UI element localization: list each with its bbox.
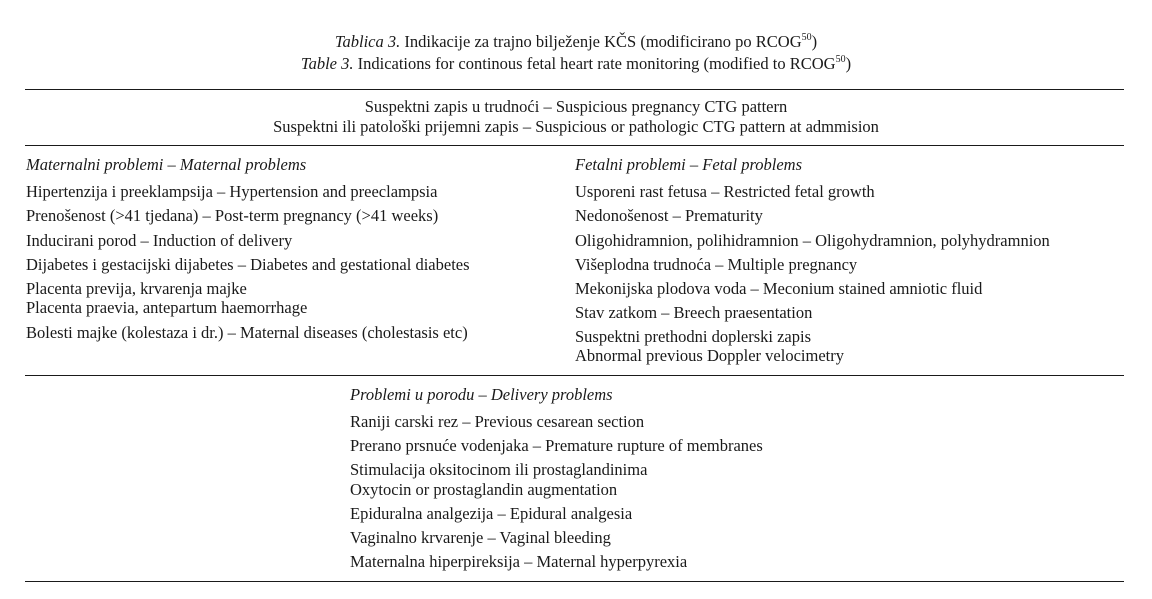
fetal-item: Mekonijska plodova voda – Meconium stained amniotic fluid (575, 279, 983, 298)
maternal-item: Hipertenzija i preeklampsija – Hypertension and preeclampsia (26, 182, 438, 201)
maternal-heading: Maternalni problemi – Maternal problems (26, 155, 307, 174)
fetal-heading: Fetalni problemi – Fetal problems (575, 155, 802, 174)
caption-en-sup: 50 (835, 54, 846, 65)
delivery-item: Prerano prsnuće vodenjaka – Premature rupture of membranes (350, 436, 763, 455)
maternal-item: Dijabetes i gestacijski dijabetes – Diabetes and gestational diabetes (26, 255, 470, 274)
delivery-item: Epiduralna analgezija – Epidural analgesia (350, 504, 633, 523)
fetal-item: Suspektni prethodni doplerski zapis (575, 327, 812, 346)
bottom-rule (25, 581, 1124, 582)
caption-en-label: Table 3. (300, 54, 354, 73)
table-caption-en (0, 53, 1152, 75)
maternal-item: Placenta praevia, antepartum haemorrhage (26, 298, 308, 317)
caption-hr-label: Tablica 3. (334, 32, 401, 51)
delivery-item: Maternalna hiperpireksija – Maternal hyperpyrexia (350, 552, 688, 571)
caption-hr-sup: 50 (801, 32, 812, 43)
fetal-item: Oligohidramnion, polihidramnion – Oligohydramnion, polyhydramnion (575, 231, 1050, 250)
section-rule-2 (25, 375, 1124, 376)
section-rule-1 (25, 145, 1124, 146)
table-caption-hr (0, 31, 1152, 53)
top-rule (25, 89, 1124, 90)
maternal-item: Prenošenost (>41 tjedana) – Post-term pregnancy (>41 weeks) (26, 206, 439, 225)
general-line-1: Suspektni zapis u trudnoći – Suspicious pregnancy CTG pattern (364, 97, 788, 116)
fetal-item: Abnormal previous Doppler velocimetry (575, 346, 844, 365)
fetal-item: Nedonošenost – Prematurity (575, 206, 763, 225)
delivery-item: Oxytocin or prostaglandin augmentation (350, 480, 618, 499)
caption-en-text: Indications for continous fetal heart rate monitoring (modified to RCOG (357, 54, 836, 73)
delivery-item: Raniji carski rez – Previous cesarean section (350, 412, 645, 431)
fetal-item: Usporeni rast fetusa – Restricted fetal growth (575, 182, 875, 201)
caption-hr-close: ) (811, 32, 818, 51)
general-line-2: Suspektni ili patološki prijemni zapis – Suspicious or pathologic CTG pattern at admmision (273, 117, 879, 136)
caption-en-close: ) (845, 54, 852, 73)
fetal-item: Višeplodna trudnoća – Multiple pregnancy (575, 255, 858, 274)
delivery-item: Stimulacija oksitocinom ili prostaglandinima (350, 460, 648, 479)
caption-hr-text: Indikacije za trajno bilježenje KČS (modificirano po RCOG (404, 32, 802, 51)
fetal-item: Stav zatkom – Breech praesentation (575, 303, 813, 322)
delivery-item: Vaginalno krvarenje – Vaginal bleeding (350, 528, 611, 547)
maternal-item: Placenta previja, krvarenja majke (26, 279, 247, 298)
maternal-item: Bolesti majke (kolestaza i dr.) – Maternal diseases (cholestasis etc) (26, 323, 468, 342)
delivery-heading: Problemi u porodu – Delivery problems (350, 385, 613, 404)
maternal-item: Inducirani porod – Induction of delivery (26, 231, 293, 250)
